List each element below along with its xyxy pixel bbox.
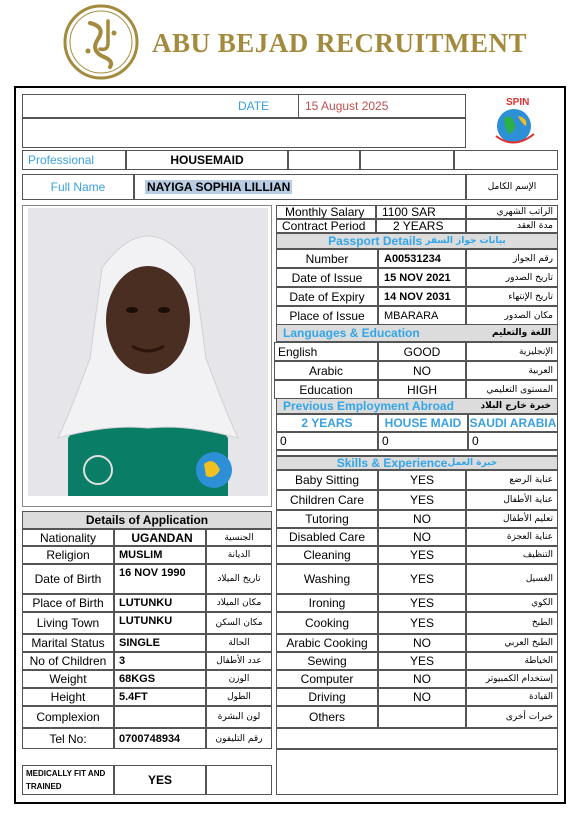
medical-label-cell xyxy=(22,765,114,795)
application-title: Details of Application xyxy=(22,511,272,529)
full-name-label-ar: الإسم الكامل xyxy=(466,174,558,200)
skill-row-label: Arabic Cooking xyxy=(276,634,378,652)
application-row-label: Place of Birth xyxy=(22,594,114,612)
passport-row-label-ar: مكان الصدور xyxy=(466,306,558,325)
language-row-label-ar: العربية xyxy=(466,361,558,380)
salary-label: Monthly Salary xyxy=(276,205,376,219)
language-row-label: Education xyxy=(274,380,378,399)
passport-title: Passport Details xyxy=(328,234,423,248)
salary-value: 1100 SAR xyxy=(376,205,466,219)
full-name-label: Full Name xyxy=(22,174,134,200)
application-row-label-ar: عدد الأطفال xyxy=(206,652,272,670)
skill-row-label: Sewing xyxy=(276,652,378,670)
skill-row-value: NO xyxy=(378,634,466,652)
skill-row-label-ar: خبرات أخرى xyxy=(466,706,558,728)
skill-row-label: Cleaning xyxy=(276,546,378,564)
application-row-label: Date of Birth xyxy=(22,564,114,594)
skill-row-value: YES xyxy=(378,564,466,594)
employment-value-position: 0 xyxy=(378,432,468,450)
application-row-value: SINGLE xyxy=(114,634,206,652)
skill-row-label-ar: الخياطة xyxy=(466,652,558,670)
professional-blank-3 xyxy=(454,150,558,170)
application-row-value: LUTUNKU xyxy=(114,594,206,612)
application-row-label-ar: الوزن xyxy=(206,670,272,688)
spin-logo-text: SPIN xyxy=(506,97,530,108)
language-row-value: GOOD xyxy=(378,342,466,361)
page-header xyxy=(0,0,581,82)
skill-row-label: Children Care xyxy=(276,490,378,510)
language-row-label-ar: المستوى التعليمي xyxy=(466,380,558,399)
skill-row-value: YES xyxy=(378,490,466,510)
application-row-label-ar: رقم التليفون xyxy=(206,728,272,749)
application-row-label: Living Town xyxy=(22,612,114,634)
skill-row-label-ar: القيادة xyxy=(466,688,558,706)
medical-blank xyxy=(206,765,272,795)
application-row-label-ar: تاريخ الميلاد xyxy=(206,564,272,594)
skill-row-label-ar: عناية الرضع xyxy=(466,470,558,490)
passport-row-label-ar: رقم الجواز xyxy=(466,249,558,268)
skill-row-label-ar: الطبخ xyxy=(466,612,558,634)
employment-header-position: HOUSE MAID xyxy=(378,414,468,432)
employment-header-country: SAUDI ARABIA xyxy=(469,416,557,430)
application-row-value: 16 NOV 1990 xyxy=(114,564,206,594)
passport-row-value: MBARARA xyxy=(378,306,466,325)
application-row-label: Height xyxy=(22,688,114,706)
languages-title-ar: اللغة والتعليم xyxy=(491,328,551,338)
application-row-value: 68KGS xyxy=(114,670,206,688)
skill-row-value: NO xyxy=(378,688,466,706)
skill-row-value: YES xyxy=(378,594,466,612)
passport-row-value: 14 NOV 2031 xyxy=(378,287,466,306)
skill-row-label: Tutoring xyxy=(276,510,378,528)
application-row-value: 0700748934 xyxy=(114,728,206,749)
employment-value-duration: 0 xyxy=(276,432,378,450)
skill-row-value: YES xyxy=(378,470,466,490)
application-row-value: 3 xyxy=(114,652,206,670)
application-row-label-ar: الطول xyxy=(206,688,272,706)
application-row-label-ar: مكان السكن xyxy=(206,612,272,634)
language-row-value: NO xyxy=(378,361,466,380)
skill-row-label: Disabled Care xyxy=(276,528,378,546)
professional-blank-1 xyxy=(288,150,360,170)
passport-row-label: Date of Issue xyxy=(276,268,378,287)
employment-title: Previous Employment Abroad xyxy=(283,399,454,413)
full-name-value: NAYIGA SOPHIA LILLIAN xyxy=(147,180,291,194)
date-value: 15 August 2025 xyxy=(298,94,466,118)
application-row-label: No of Children xyxy=(22,652,114,670)
language-row-label: Arabic xyxy=(274,361,378,380)
application-row-label: Religion xyxy=(22,546,114,564)
application-row-value: MUSLIM xyxy=(114,546,206,564)
skill-row-label: Washing xyxy=(276,564,378,594)
professional-value: HOUSEMAID xyxy=(126,150,288,170)
skill-row-label: Computer xyxy=(276,670,378,688)
skill-row-label-ar: عناية الأطفال xyxy=(466,490,558,510)
passport-row-label: Number xyxy=(276,249,378,268)
contract-label: Contract Period xyxy=(276,219,376,233)
medical-value: YES xyxy=(114,765,206,795)
spin-logo-icon xyxy=(484,94,548,150)
passport-section-title xyxy=(276,233,558,249)
application-row-value: UGANDAN xyxy=(114,529,206,546)
language-row-label: English xyxy=(274,342,378,361)
application-row-label: Complexion xyxy=(22,706,114,728)
passport-row-label-ar: تاريخ الصدور xyxy=(466,268,558,287)
professional-blank-2 xyxy=(360,150,454,170)
application-row-label: Marital Status xyxy=(22,634,114,652)
skill-row-label: Baby Sitting xyxy=(276,470,378,490)
passport-row-value: 15 NOV 2021 xyxy=(378,268,466,287)
salary-label-ar: الراتب الشهري xyxy=(466,205,558,219)
passport-title-ar: بيانات جواز السفر xyxy=(425,236,506,246)
skills-section-title xyxy=(276,456,558,470)
skill-row-label: Others xyxy=(276,706,378,728)
employment-value-country: 0 xyxy=(468,432,558,450)
application-row-label-ar: الجنسية xyxy=(206,529,272,546)
skills-title: Skills & Experience xyxy=(336,456,448,470)
passport-row-value: A00531234 xyxy=(378,249,466,268)
languages-title: Languages & Education xyxy=(283,326,420,340)
application-row-label-ar: لون البشرة xyxy=(206,706,272,728)
application-row-label: Nationality xyxy=(22,529,114,546)
skill-row-value: YES xyxy=(378,612,466,634)
passport-row-label: Date of Expiry xyxy=(276,287,378,306)
application-row-value: 5.4FT xyxy=(114,688,206,706)
full-name-cell xyxy=(134,174,466,200)
skill-row-value: YES xyxy=(378,652,466,670)
skill-row-label: Ironing xyxy=(276,594,378,612)
skill-row-label-ar: الغسيل xyxy=(466,564,558,594)
language-row-value: HIGH xyxy=(378,380,466,399)
skill-row-label: Driving xyxy=(276,688,378,706)
application-row-label: Tel No: xyxy=(22,728,114,749)
skill-row-label: Cooking xyxy=(276,612,378,634)
languages-section-title xyxy=(276,324,558,342)
application-row-value xyxy=(114,706,206,728)
application-row-label-ar: الديانة xyxy=(206,546,272,564)
skill-row-label-ar: إستخدام الكمبيوتر xyxy=(466,670,558,688)
skill-row-label-ar: الطبخ العربي xyxy=(466,634,558,652)
language-row-label-ar: الإنجليزية xyxy=(466,342,558,361)
skill-row-value: YES xyxy=(378,546,466,564)
photo-frame xyxy=(22,205,272,507)
skill-row-value: NO xyxy=(378,510,466,528)
employment-section-title xyxy=(276,398,558,414)
contract-label-ar: مدة العقد xyxy=(466,219,558,233)
employment-header-duration: 2 YEARS xyxy=(276,414,378,432)
application-row-value: LUTUNKU xyxy=(114,612,206,634)
skill-row-value: NO xyxy=(378,670,466,688)
agency-logo-icon xyxy=(62,3,140,81)
skill-row-value xyxy=(378,706,466,728)
date-label: DATE xyxy=(238,99,270,113)
skills-blank-area xyxy=(276,749,558,795)
passport-row-label: Place of Issue xyxy=(276,306,378,325)
skill-row-label-ar: الكوي xyxy=(466,594,558,612)
employment-title-ar: خبرة خارج البلاد xyxy=(480,401,551,411)
medical-label: MEDICALLY FIT AND TRAINED xyxy=(26,769,106,791)
blank-row xyxy=(22,118,466,148)
skills-blank-row xyxy=(276,728,558,749)
agency-name: ABU BEJAD RECRUITMENT xyxy=(152,28,528,58)
skills-title-ar: خبرة العمل xyxy=(447,458,498,468)
skill-row-label-ar: عناية العجزة xyxy=(466,528,558,546)
application-row-label-ar: مكان الميلاد xyxy=(206,594,272,612)
skill-row-label-ar: تعليم الأطفال xyxy=(466,510,558,528)
passport-row-label-ar: تاريخ الإنتهاء xyxy=(466,287,558,306)
skill-row-label-ar: التنظيف xyxy=(466,546,558,564)
application-row-label: Weight xyxy=(22,670,114,688)
professional-label: Professional xyxy=(22,150,126,170)
skill-row-value: NO xyxy=(378,528,466,546)
contract-value: 2 YEARS xyxy=(376,219,466,233)
application-row-label-ar: الحالة xyxy=(206,634,272,652)
